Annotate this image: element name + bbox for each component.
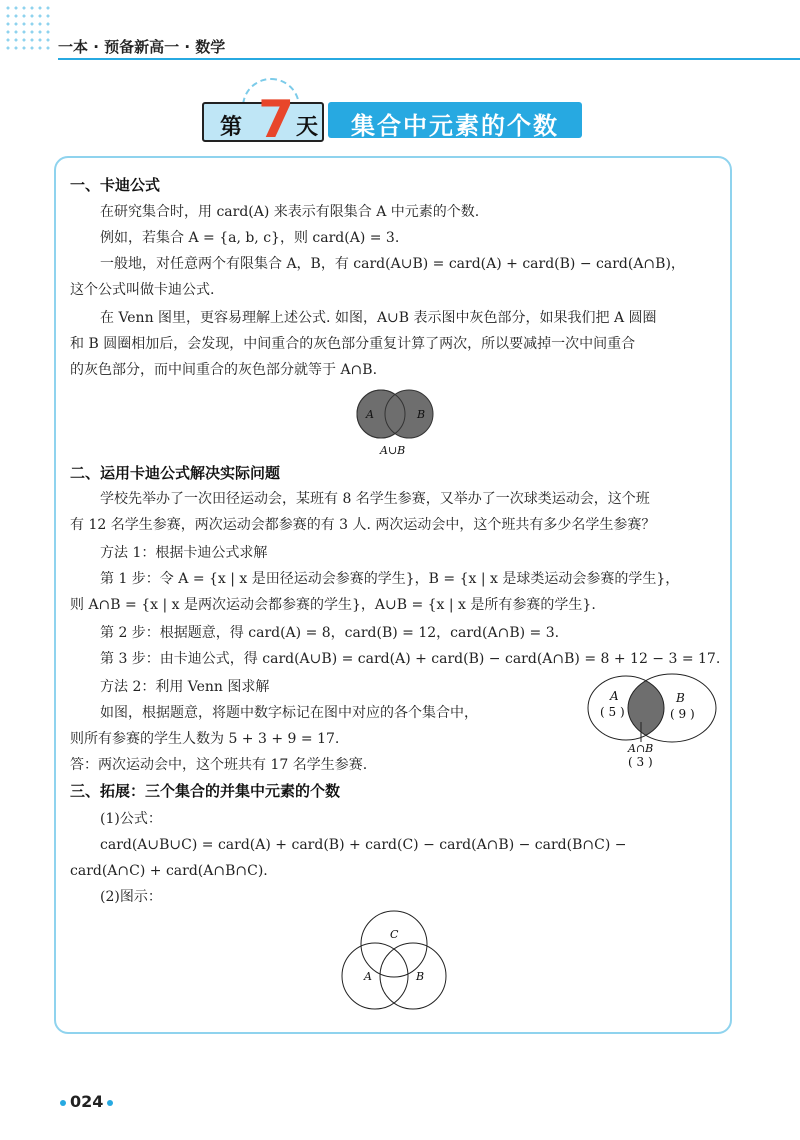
day-suffix: 天 xyxy=(296,115,319,140)
venn-union-figure xyxy=(340,388,450,460)
fig3-label-a: A xyxy=(364,970,372,983)
page-title: 集合中元素的个数 xyxy=(351,112,559,140)
s1-paragraph-3a: 一般地，对任意两个有限集合 A，B，有 card(A∪B) = card(A) + card(B) − card(A∩B)， xyxy=(100,256,685,272)
fig1-caption: A∪B xyxy=(380,444,406,457)
venn-three-sets-figure xyxy=(336,908,452,1014)
day-badge xyxy=(202,90,324,150)
s2-paragraph-1b: 有 12 名学生参赛，两次运动会都参赛的有 3 人. 两次运动会中，这个班共有多少名学生参赛？ xyxy=(70,517,656,533)
s2-step-1b: 则 A∩B = {x | x 是两次运动会都参赛的学生}，A∪B = {x | x 是所有参赛的学生}. xyxy=(70,597,596,613)
s1-paragraph-4c: 的灰色部分，而中间重合的灰色部分就等于 A∩B. xyxy=(70,362,378,378)
page-number xyxy=(56,1092,117,1111)
s2-method-2: 方法 2：利用 Venn 图求解 xyxy=(100,679,270,695)
s1-paragraph-1: 在研究集合时，用 card(A) 来表示有限集合 A 中元素的个数. xyxy=(100,204,480,220)
venn-circle-a xyxy=(342,943,408,1009)
s1-paragraph-2: 例如，若集合 A = {a, b, c}，则 card(A) = 3. xyxy=(100,230,400,246)
title-box xyxy=(328,102,582,138)
s2-method-1: 方法 1：根据卡迪公式求解 xyxy=(100,545,268,561)
section-3-title: 三、拓展：三个集合的并集中元素的个数 xyxy=(70,782,341,800)
page-header xyxy=(0,0,800,60)
venn-circle-b xyxy=(385,390,433,438)
venn-counts-figure xyxy=(584,672,724,770)
page-number-dot-right xyxy=(107,1100,113,1106)
page-number-text: 024 xyxy=(70,1092,104,1111)
day-prefix: 第 xyxy=(220,115,243,140)
s3-formula-label: (1)公式： xyxy=(100,811,162,827)
s2-step-2: 第 2 步：根据题意，得 card(A) = 8，card(B) = 12，card(A∩B) = 3. xyxy=(100,625,560,641)
venn-circle-b xyxy=(380,943,446,1009)
fig2-count-ab: ( 3 ) xyxy=(628,755,653,769)
fig2-label-b: B xyxy=(676,691,685,705)
s2-step-3: 第 3 步：由卡迪公式，得 card(A∪B) = card(A) + card(B) − card(A∩B) = 8 + 12 − 3 = 17. xyxy=(100,651,721,667)
decorative-dots xyxy=(4,4,54,54)
fig2-label-a: A xyxy=(610,689,619,703)
fig2-label-ab: A∩B xyxy=(628,742,654,755)
s2-answer: 答：两次运动会中，这个班共有 17 名学生参赛. xyxy=(70,757,368,773)
s3-formula-line-2: card(A∩C) + card(A∩B∩C). xyxy=(70,863,268,879)
section-1-title: 一、卡迪公式 xyxy=(70,176,161,194)
s1-paragraph-4b: 和 B 圆圈相加后，会发现，中间重合的灰色部分重复计算了两次，所以要减掉一次中间重合 xyxy=(70,336,636,352)
s2-paragraph-1a: 学校先举办了一次田径运动会，某班有 8 名学生参赛，又举办了一次球类运动会，这个班 xyxy=(100,491,650,507)
s2-method-2-line-1: 如图，根据题意，将题中数字标记在图中对应的各个集合中， xyxy=(100,705,478,721)
section-2-title: 二、运用卡迪公式解决实际问题 xyxy=(70,464,281,482)
s3-figure-label: (2)图示： xyxy=(100,889,162,905)
s1-paragraph-4a: 在 Venn 图里，更容易理解上述公式. 如图，A∪B 表示图中灰色部分，如果我们把 A 圆圈 xyxy=(100,310,657,326)
book-title: 一本 · 预备新高一 · 数学 xyxy=(58,38,226,56)
venn-circle-c xyxy=(361,911,427,977)
s2-method-2-line-2: 则所有参赛的学生人数为 5 + 3 + 9 = 17. xyxy=(70,731,340,747)
fig2-count-a: ( 5 ) xyxy=(600,705,625,719)
fig1-label-a: A xyxy=(366,408,374,421)
title-banner xyxy=(196,90,584,150)
s1-paragraph-3b: 这个公式叫做卡迪公式. xyxy=(70,282,215,298)
s3-formula-line-1: card(A∪B∪C) = card(A) + card(B) + card(C) − card(A∩B) − card(B∩C) − xyxy=(100,837,627,853)
fig3-label-c: C xyxy=(390,928,399,941)
fig3-label-b: B xyxy=(416,970,425,983)
header-rule xyxy=(58,58,800,60)
fig2-count-b: ( 9 ) xyxy=(670,707,695,721)
fig1-label-b: B xyxy=(417,408,426,421)
s2-step-1a: 第 1 步：令 A = {x | x 是田径运动会参赛的学生}，B = {x | x 是球类运动会参赛的学生}， xyxy=(100,571,680,587)
day-number: 7 xyxy=(258,90,295,150)
page-number-dot-left xyxy=(60,1100,66,1106)
